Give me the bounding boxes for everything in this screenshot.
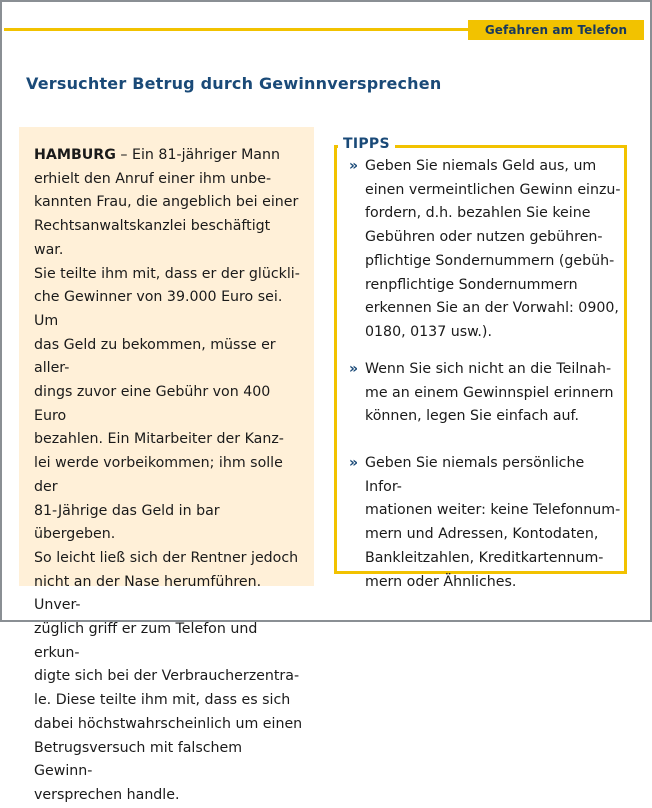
- tip-text: Geben Sie niemals persönliche Infor- mationen weiter: keine Telefonnum- mern und Adressen, Kontodaten, Bankleitzahlen, Kreditkartennum- mern oder Ähnliches.: [365, 455, 621, 590]
- tips-heading: TIPPS: [338, 135, 395, 153]
- tip-text: Geben Sie niemals Geld aus, um einen vermeintlichen Gewinn einzu- fordern, d.h. bezahlen Sie keine Gebühren oder nutzen gebühren- pflichtige Sondernummern (gebüh- renpflichtige Sondernummern erkennen Sie an der Vorwahl: 0900, 0180, 0137 usw.).: [365, 158, 621, 340]
- story-text: [34, 144, 304, 808]
- bullet-icon: »: [349, 158, 359, 174]
- page-title: Versuchter Betrug durch Gewinnversprechen: [26, 74, 442, 93]
- story-box: [19, 127, 314, 803]
- story-body: – Ein 81-jähriger Mann erhielt den Anruf einer ihm unbe- kannten Frau, die angeblich bei einer Rechtsanwaltskanzlei beschäftigt war. Sie teilte ihm mit, dass er der glückli- che Gewinner von 39.000 Euro sei. Um das Geld zu bekommen, müsse er aller- dings zuvor eine Gebühr von 400 Euro bezahlen. Ein Mitarbeiter der Kanz- lei werde vorbeikommen; ihm solle der 81-Jährige das Geld in bar übergeben. So leicht ließ sich der Rentner jedoch nicht an der Nase herumführen. Unver- züglich griff er zum Telefon und erkun- digte sich bei der Verbraucherzentra- le. Diese teilte ihm mit, dass es sich dabei höchstwahrscheinlich um einen Betrugsversuch mit falschem Gewinn- versprechen handle.: [34, 147, 303, 803]
- section-label: Gefahren am Telefon: [468, 20, 644, 40]
- story-place: HAMBURG: [34, 147, 116, 163]
- tip-text: Wenn Sie sich nicht an die Teilnah- me an einem Gewinnspiel erinnern können, legen Sie einfach auf.: [365, 361, 614, 425]
- bullet-icon: »: [349, 455, 359, 471]
- header-rule: [4, 28, 468, 31]
- bullet-icon: »: [349, 361, 359, 377]
